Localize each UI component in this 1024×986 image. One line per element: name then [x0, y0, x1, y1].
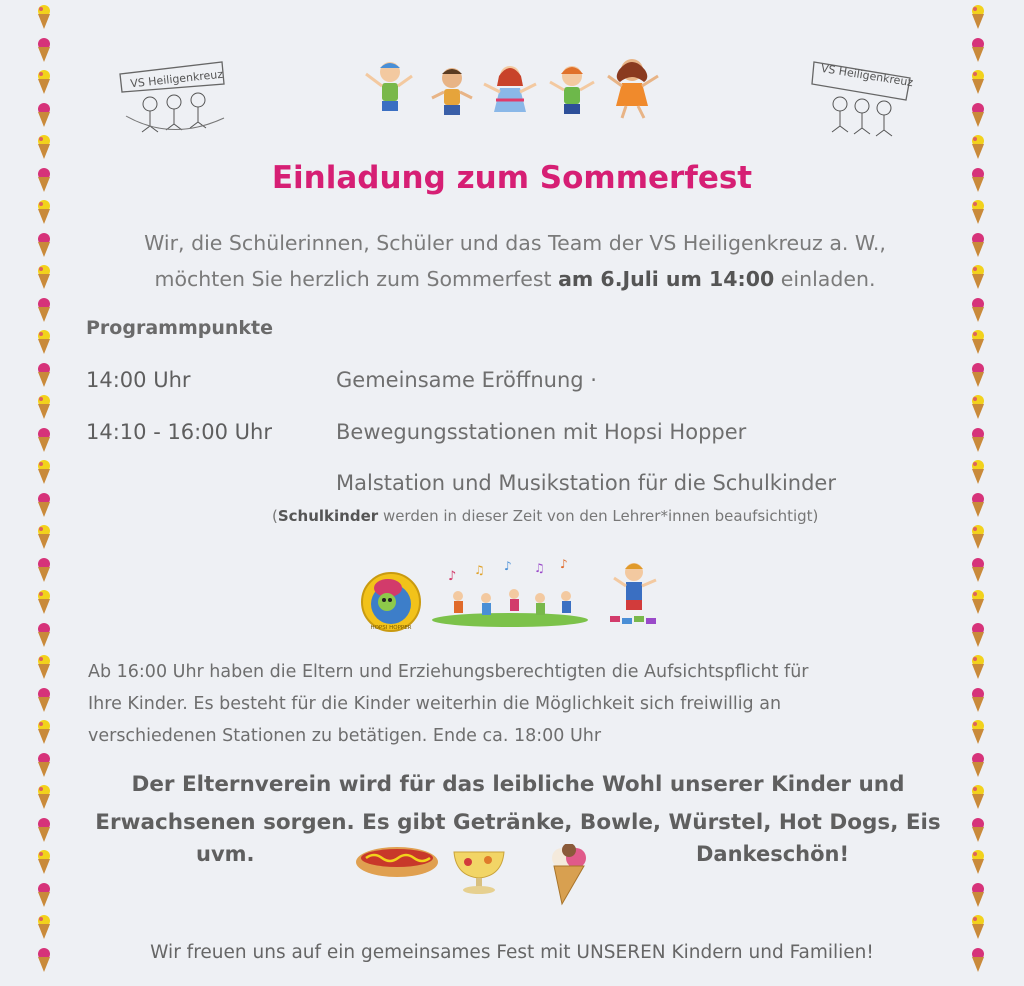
ice-cream-cone-icon	[36, 264, 52, 290]
ice-cream-cone-icon	[970, 37, 986, 63]
ice-cream-cone-icon	[36, 362, 52, 388]
para-line2: Ihre Kinder. Es besteht für die Kinder weiterhin die Möglichkeit sich freiwillig an	[88, 694, 782, 714]
svg-text:♪: ♪	[448, 569, 457, 584]
program-desc-3: Malstation und Musikstation für die Schulkinder	[336, 471, 836, 495]
ice-cream-cone-icon	[970, 752, 986, 778]
ice-cream-cone-icon	[36, 297, 52, 323]
ice-cream-border-right	[970, 0, 988, 986]
ice-cream-cone-icon	[36, 882, 52, 908]
ice-cream-cone-icon	[970, 914, 986, 940]
program-desc-1: Gemeinsame Eröffnung ·	[336, 368, 597, 392]
ice-cream-cone-icon	[36, 687, 52, 713]
ice-cream-cone-icon	[36, 394, 52, 420]
badge-left-text: VS Heiligenkreuz	[129, 67, 224, 91]
program-desc-2: Bewegungsstationen mit Hopsi Hopper	[336, 420, 747, 444]
uvm-text: uvm.	[196, 842, 255, 866]
ice-cream-cone-icon	[970, 557, 986, 583]
ice-cream-cone-icon	[970, 654, 986, 680]
ice-cream-cone-icon	[36, 524, 52, 550]
ice-cream-cone-icon	[36, 914, 52, 940]
ice-cream-cone-icon	[970, 459, 986, 485]
ice-cream-cone-icon	[970, 589, 986, 615]
ice-cream-cone-icon	[970, 297, 986, 323]
ice-cream-cone-icon	[36, 102, 52, 128]
ice-cream-cone-icon	[36, 329, 52, 355]
note-rest: werden in dieser Zeit von den Lehrer*innen beaufsichtigt)	[378, 507, 819, 525]
school-badge-left	[112, 56, 232, 138]
supervision-paragraph	[88, 656, 948, 752]
ice-cream-cone-icon	[970, 719, 986, 745]
ice-cream-cone-icon	[36, 752, 52, 778]
ice-cream-cone-icon	[36, 654, 52, 680]
ice-cream-cone-icon	[970, 102, 986, 128]
program-time-1: 14:00 Uhr	[86, 368, 191, 392]
svg-text:♫: ♫	[474, 563, 485, 577]
ice-cream-cone-icon	[970, 264, 986, 290]
ice-cream-cone-icon	[970, 69, 986, 95]
intro-line1: Wir, die Schülerinnen, Schüler und das Team der VS Heiligenkreuz a. W.,	[144, 231, 886, 255]
ice-cream-cone-icon	[36, 459, 52, 485]
intro-date-time: am 6.Juli um 14:00	[558, 267, 775, 291]
ice-cream-cone-icon	[36, 69, 52, 95]
supervision-note: (Schulkinder werden in dieser Zeit von den Lehrer*innen beaufsichtigt)	[272, 507, 819, 525]
ice-cream-cone-icon	[970, 524, 986, 550]
ice-cream-cone-icon	[36, 427, 52, 453]
ice-cream-cone-icon	[970, 882, 986, 908]
ice-cream-cone-icon	[970, 4, 986, 30]
svg-text:♪: ♪	[560, 557, 568, 571]
svg-text:♫: ♫	[534, 561, 545, 575]
ice-cream-cone-icon	[970, 329, 986, 355]
svg-text:♪: ♪	[504, 559, 512, 573]
ice-cream-cone-icon	[36, 622, 52, 648]
ice-cream-cone-icon	[970, 427, 986, 453]
ice-cream-cone-icon	[970, 622, 986, 648]
ice-cream-cone-icon	[970, 134, 986, 160]
school-badge-right	[806, 54, 914, 146]
hopsi-logo-text: HOPSI HOPPER	[370, 625, 412, 631]
ice-cream-cone-icon	[36, 37, 52, 63]
ice-cream-cone-icon	[36, 557, 52, 583]
painting-child-picture	[604, 558, 666, 630]
bowle-drink-picture	[448, 842, 510, 896]
elternverein-text	[88, 766, 948, 842]
ice-cream-cone-icon	[970, 394, 986, 420]
elternverein-line1: Der Elternverein wird für das leibliche Wohl unserer Kinder und	[131, 772, 905, 797]
ice-cream-cone-icon	[36, 849, 52, 875]
ice-cream-cone-icon	[970, 492, 986, 518]
ice-cream-border-left	[36, 0, 54, 986]
hot-dog-picture	[354, 836, 440, 882]
intro-text	[80, 225, 950, 297]
ice-cream-cone-icon	[36, 4, 52, 30]
ice-cream-cone-icon	[36, 492, 52, 518]
intro-line2-post: einladen.	[774, 267, 876, 291]
para-line1: Ab 16:00 Uhr haben die Eltern und Erziehungsberechtigten die Aufsichtspflicht für	[88, 662, 809, 682]
badge-right-text: VS Heiligenkreuz	[820, 61, 914, 90]
ice-cream-cone-icon	[36, 719, 52, 745]
hopsi-hopper-logo	[358, 566, 424, 634]
music-dance-picture	[430, 556, 590, 628]
elternverein-line2: Erwachsenen sorgen. Es gibt Getränke, Bowle, Würstel, Hot Dogs, Eis	[95, 810, 941, 835]
ice-cream-cone-icon	[36, 134, 52, 160]
ice-cream-picture	[544, 844, 594, 906]
invitation-title: Einladung zum Sommerfest	[271, 160, 753, 196]
ice-cream-cone-icon	[970, 362, 986, 388]
ice-cream-cone-icon	[970, 817, 986, 843]
ice-cream-cone-icon	[36, 199, 52, 225]
ice-cream-cone-icon	[36, 589, 52, 615]
ice-cream-cone-icon	[970, 849, 986, 875]
ice-cream-cone-icon	[36, 817, 52, 843]
ice-cream-cone-icon	[36, 784, 52, 810]
program-time-2: 14:10 - 16:00 Uhr	[86, 420, 272, 444]
ice-cream-cone-icon	[970, 687, 986, 713]
ice-cream-cone-icon	[36, 232, 52, 258]
ice-cream-cone-icon	[970, 784, 986, 810]
note-bold: Schulkinder	[277, 507, 379, 525]
program-heading: Programmpunkte	[86, 317, 273, 339]
intro-line2-pre: möchten Sie herzlich zum Sommerfest	[154, 267, 559, 291]
ice-cream-cone-icon	[970, 232, 986, 258]
children-illustration	[360, 56, 670, 126]
closing-text: Wir freuen uns auf ein gemeinsames Fest mit UNSEREN Kindern und Familien!	[150, 942, 874, 963]
thanks-text: Dankeschön!	[696, 842, 850, 866]
ice-cream-cone-icon	[970, 199, 986, 225]
para-line3: verschiedenen Stationen zu betätigen. Ende ca. 18:00 Uhr	[88, 726, 602, 746]
